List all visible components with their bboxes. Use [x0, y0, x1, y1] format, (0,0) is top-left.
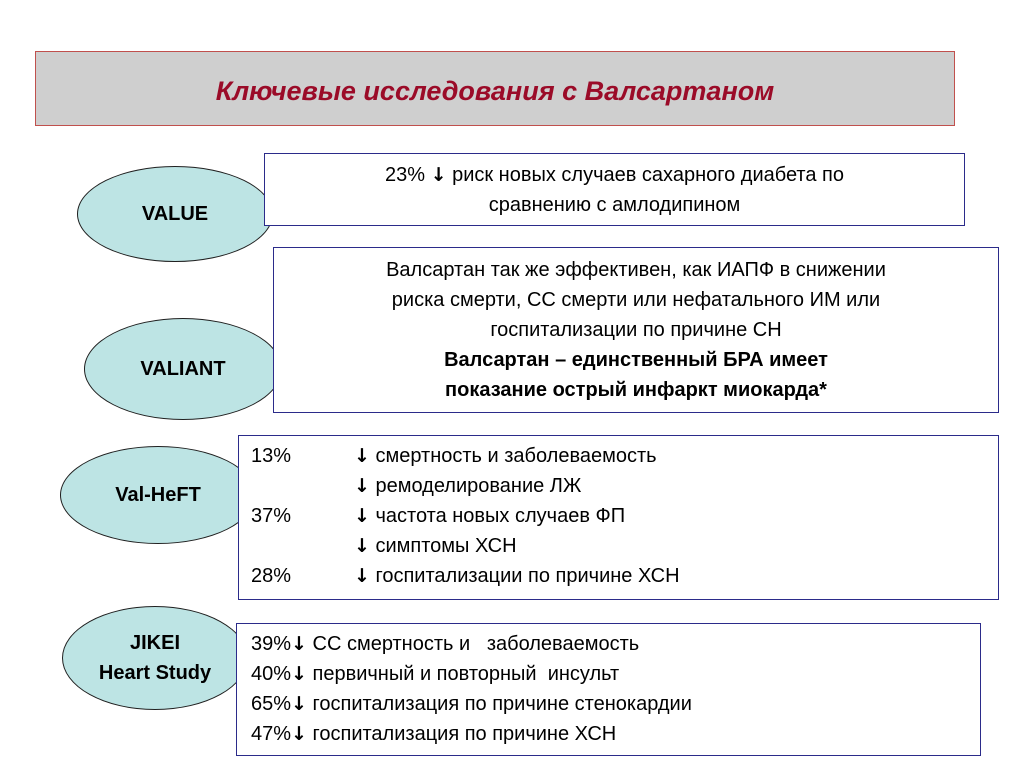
value-line1: риск новых случаев сахарного диабета по — [452, 163, 844, 186]
down-arrow-icon: ↓ — [354, 535, 370, 557]
valheft-text: симптомы ХСН — [375, 535, 517, 557]
valheft-text: смертность и заболеваемость — [375, 445, 657, 467]
valheft-pct: 28% — [251, 565, 292, 587]
study-oval-value — [77, 166, 273, 262]
valiant-text-line: госпитализации по причине СН — [490, 319, 782, 341]
valiant-text-line: Валсартан так же эффективен, как ИАПФ в снижении — [386, 259, 886, 281]
title-bar — [35, 51, 955, 126]
down-arrow-icon: ↓ — [354, 565, 370, 587]
jikei-row — [251, 629, 980, 659]
study-name-value: VALUE — [141, 203, 209, 225]
jikei-pct: 47% — [251, 723, 292, 745]
down-arrow-icon: ↓ — [291, 693, 307, 715]
valheft-text: ремоделирование ЛЖ — [375, 475, 582, 497]
down-arrow-icon: ↓ — [291, 723, 307, 745]
jikei-text: госпитализация по причине ХСН — [312, 723, 617, 745]
jikei-row — [251, 719, 980, 749]
jikei-text: первичный и повторный инсульт — [312, 663, 620, 685]
down-arrow-icon: ↓ — [291, 633, 307, 655]
jikei-text: СС смертность и заболеваемость — [312, 633, 640, 655]
down-arrow-icon: ↓ — [354, 475, 370, 497]
valheft-row — [251, 441, 998, 471]
study-box-jikei — [236, 623, 981, 756]
valheft-pct — [251, 531, 354, 561]
valheft-pct: 37% — [251, 505, 292, 527]
value-pct: 23% — [385, 163, 426, 186]
value-line2: сравнению с амлодипином — [488, 193, 741, 216]
jikei-pct: 39% — [251, 633, 292, 655]
down-arrow-icon: ↓ — [430, 163, 447, 186]
valheft-pct — [251, 471, 354, 501]
jikei-pct: 65% — [251, 693, 292, 715]
valiant-bold-line: Валсартан – единственный БРА имеет — [444, 349, 828, 371]
valiant-bold-line: показание острый инфаркт миокарда* — [445, 379, 827, 401]
jikei-row — [251, 659, 980, 689]
jikei-row — [251, 689, 980, 719]
jikei-text: госпитализация по причине стенокардии — [312, 693, 692, 715]
down-arrow-icon: ↓ — [354, 445, 370, 467]
valheft-text: госпитализации по причине ХСН — [375, 565, 680, 587]
valheft-pct: 13% — [251, 445, 292, 467]
study-box-value — [264, 153, 965, 226]
jikei-pct: 40% — [251, 663, 292, 685]
down-arrow-icon: ↓ — [291, 663, 307, 685]
study-name-valheft: Val-HeFT — [115, 484, 201, 506]
study-oval-jikei — [62, 606, 248, 710]
valheft-row — [251, 561, 998, 591]
slide-title: Ключевые исследования с Валсартаном — [215, 76, 775, 106]
study-box-valiant — [273, 247, 999, 413]
study-oval-valiant — [84, 318, 282, 420]
down-arrow-icon: ↓ — [354, 505, 370, 527]
valheft-row — [251, 531, 998, 561]
study-name-jikei: JIKEI Heart Study — [98, 632, 212, 684]
valheft-text: частота новых случаев ФП — [375, 505, 626, 527]
study-name-valiant: VALIANT — [140, 358, 226, 380]
study-oval-valheft — [60, 446, 256, 544]
valheft-row — [251, 501, 998, 531]
valheft-row — [251, 471, 998, 501]
study-box-valheft — [238, 435, 999, 600]
valiant-text-line: риска смерти, СС смерти или нефатального ИМ или — [391, 289, 881, 311]
